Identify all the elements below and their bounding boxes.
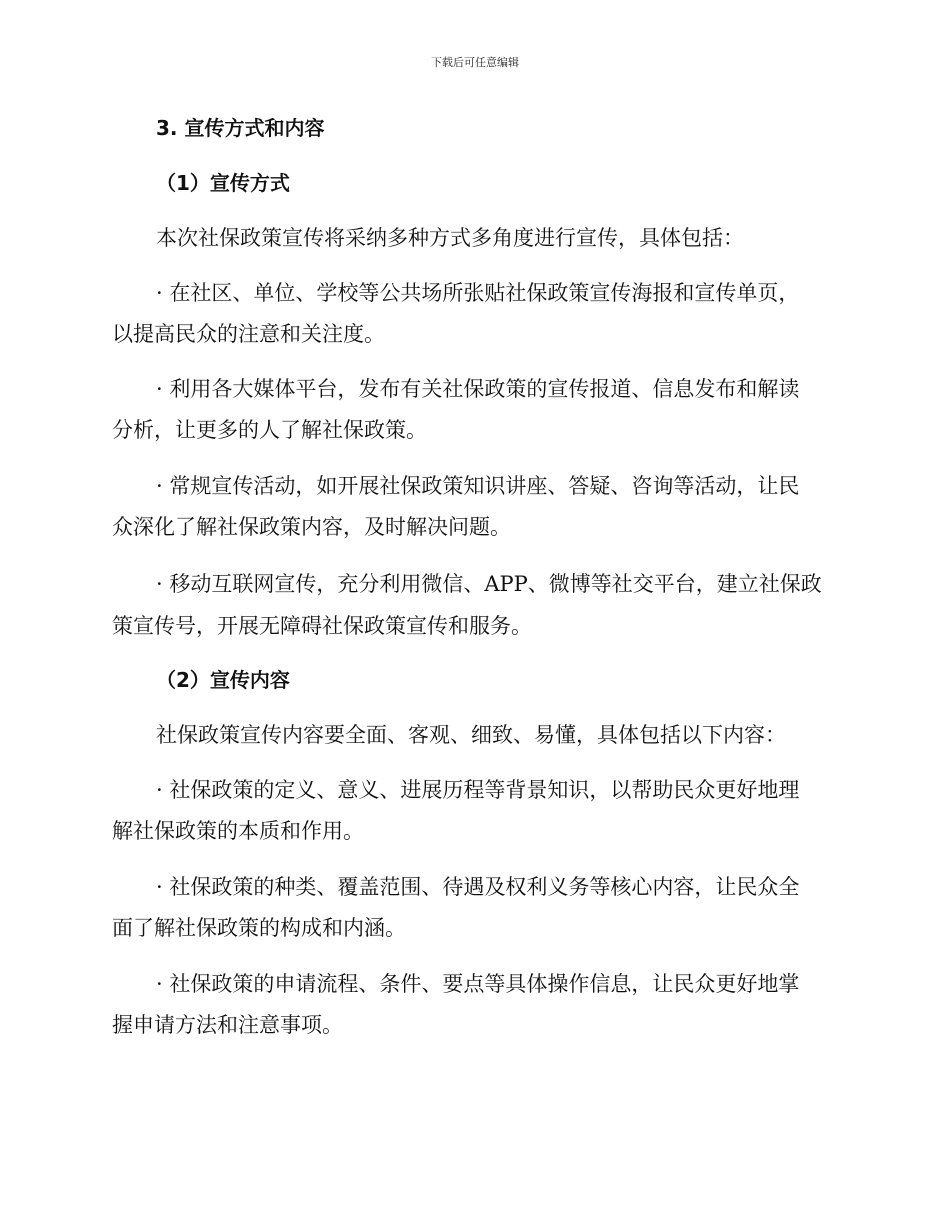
- content-intro: 社保政策宣传内容要全面、客观、细致、易懂，具体包括以下内容：: [156, 723, 786, 747]
- list-item-line: · 移动互联网宣传，充分利用微信、APP、微博等社交平台，建立社保政: [156, 572, 822, 596]
- list-item-line: · 在社区、单位、学校等公共场所张贴社保政策宣传海报和宣传单页，: [156, 281, 800, 305]
- list-item-line: 分析，让更多的人了解社保政策。: [112, 418, 427, 442]
- methods-intro: 本次社保政策宣传将采纳多种方式多角度进行宣传，具体包括：: [156, 226, 744, 250]
- subsection-title-methods: （1）宣传方式: [156, 171, 290, 195]
- list-item-line: 握申请方法和注意事项。: [112, 1013, 343, 1037]
- list-item-line: 面了解社保政策的构成和内涵。: [112, 916, 406, 940]
- list-item-line: · 社保政策的种类、覆盖范围、待遇及权利义务等核心内容，让民众全: [156, 875, 800, 899]
- page-header-note: 下载后可任意编辑: [431, 56, 519, 69]
- list-item-line: · 利用各大媒体平台，发布有关社保政策的宣传报道、信息发布和解读: [156, 377, 800, 401]
- subsection-title-content: （2）宣传内容: [156, 668, 290, 692]
- list-item-line: 解社保政策的本质和作用。: [112, 819, 364, 843]
- list-item-line: · 社保政策的申请流程、条件、要点等具体操作信息，让民众更好地掌: [156, 972, 800, 996]
- list-item-line: · 社保政策的定义、意义、进展历程等背景知识，以帮助民众更好地理: [156, 778, 800, 802]
- list-item-line: 以提高民众的注意和关注度。: [112, 322, 385, 346]
- list-item-line: · 常规宣传活动，如开展社保政策知识讲座、答疑、咨询等活动，让民: [156, 474, 800, 498]
- section-title: 3. 宣传方式和内容: [156, 116, 325, 140]
- list-item-line: 众深化了解社保政策内容，及时解决问题。: [112, 515, 511, 539]
- list-item-line: 策宣传号，开展无障碍社保政策宣传和服务。: [112, 614, 532, 638]
